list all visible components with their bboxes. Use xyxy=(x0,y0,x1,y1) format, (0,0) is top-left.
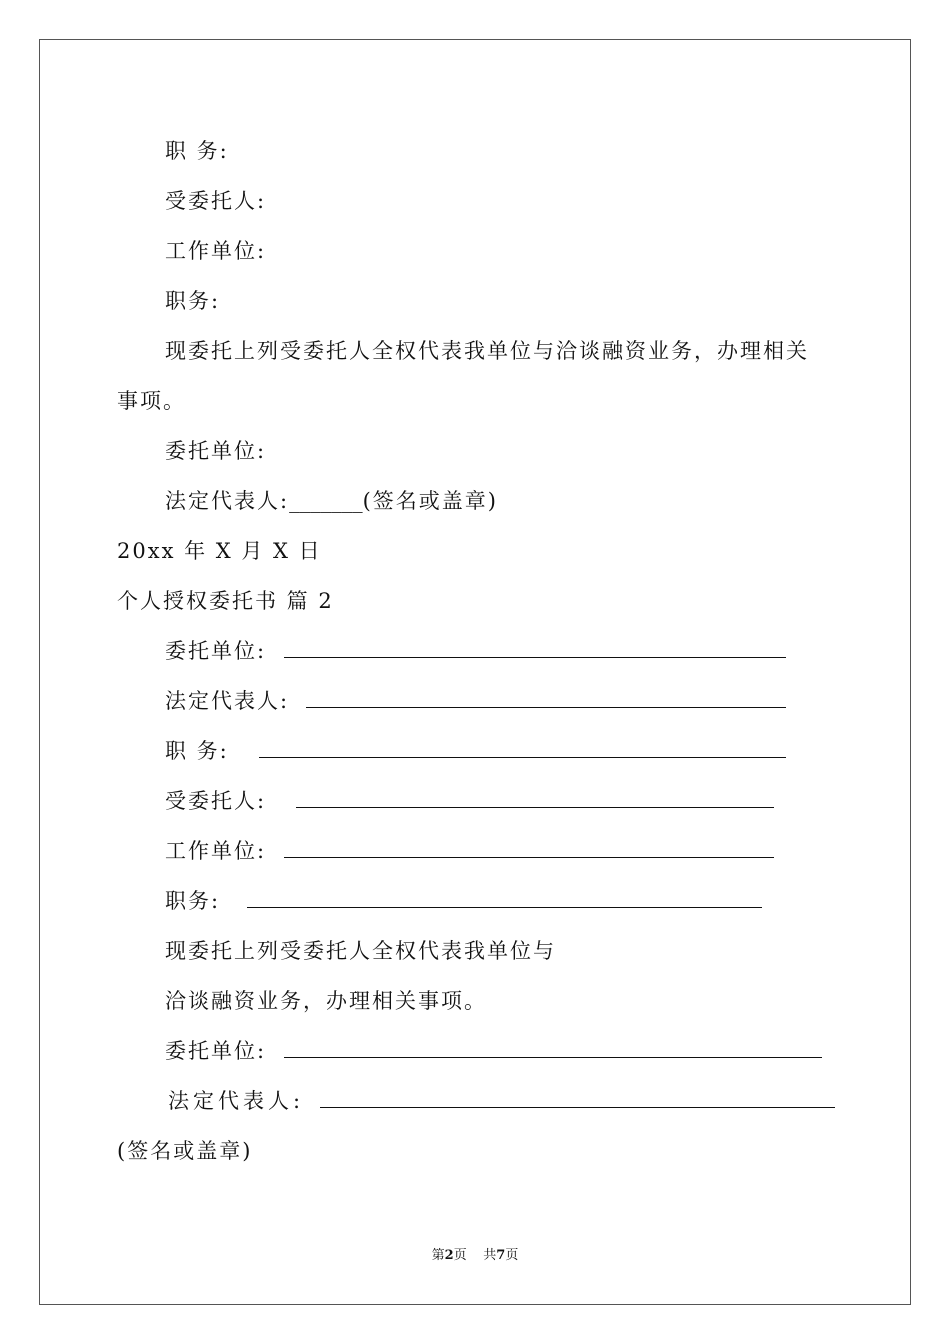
entrust-unit-label-3: 委托单位: xyxy=(165,1039,267,1063)
entrust-unit-label: 委托单位: xyxy=(165,439,267,463)
position-blank xyxy=(259,739,786,758)
statement-line-1: 现委托上列受委托人全权代表我单位与洽谈融资业务，办理相关 xyxy=(165,339,809,363)
trustee-label-2: 受委托人: xyxy=(165,789,267,813)
position-label-4: 职务: xyxy=(165,889,221,913)
page-total: 7 xyxy=(496,1248,506,1263)
page-current: 2 xyxy=(444,1248,454,1263)
sign-note-2: (签名或盖章) xyxy=(117,1139,253,1163)
legal-rep-blank-3 xyxy=(320,1089,835,1108)
total-prefix: 共 xyxy=(483,1248,497,1263)
trustee-blank xyxy=(296,789,774,808)
position-blank-2 xyxy=(247,889,762,908)
page-prefix: 第 xyxy=(431,1248,445,1263)
trustee-row xyxy=(165,786,266,816)
total-suffix: 页 xyxy=(505,1248,519,1263)
entrust-unit-blank-2 xyxy=(284,1039,822,1058)
work-unit-row xyxy=(165,836,266,866)
entrust-unit-blank xyxy=(284,639,786,658)
work-unit-label: 工作单位: xyxy=(165,239,267,263)
legal-rep-row-2 xyxy=(168,1086,304,1116)
legal-rep-blank: _______ xyxy=(289,489,363,513)
legal-rep-label-2: 法定代表人: xyxy=(165,689,290,713)
entrust-unit-label-2: 委托单位: xyxy=(165,639,267,663)
legal-rep-label: 法定代表人: xyxy=(165,489,290,513)
position-label-3: 职 务: xyxy=(165,739,229,763)
page-suffix: 页 xyxy=(453,1248,467,1263)
position-row-2 xyxy=(165,886,220,916)
trustee-label: 受委托人: xyxy=(165,189,267,213)
work-unit-label-2: 工作单位: xyxy=(165,839,267,863)
legal-rep-blank-2 xyxy=(306,689,786,708)
position-label: 职 务: xyxy=(165,139,229,163)
legal-rep-line xyxy=(165,486,498,516)
position-label-2: 职务: xyxy=(165,289,221,313)
entrust-unit-row-2 xyxy=(165,1036,266,1066)
page-footer xyxy=(0,1247,950,1265)
statement-line-2: 事项。 xyxy=(117,389,186,413)
sign-note: (签名或盖章) xyxy=(362,489,498,513)
entrust-unit-row xyxy=(165,636,266,666)
legal-rep-label-3: 法定代表人: xyxy=(168,1089,305,1113)
date-line: 20xx 年 X 月 X 日 xyxy=(117,539,322,563)
work-unit-blank xyxy=(284,839,774,858)
section-heading: 个人授权委托书 篇 2 xyxy=(117,589,334,613)
statement-line-3: 现委托上列受委托人全权代表我单位与 xyxy=(165,939,556,963)
statement-line-4: 洽谈融资业务，办理相关事项。 xyxy=(165,989,487,1013)
legal-rep-row xyxy=(165,686,289,716)
position-row xyxy=(165,736,229,766)
